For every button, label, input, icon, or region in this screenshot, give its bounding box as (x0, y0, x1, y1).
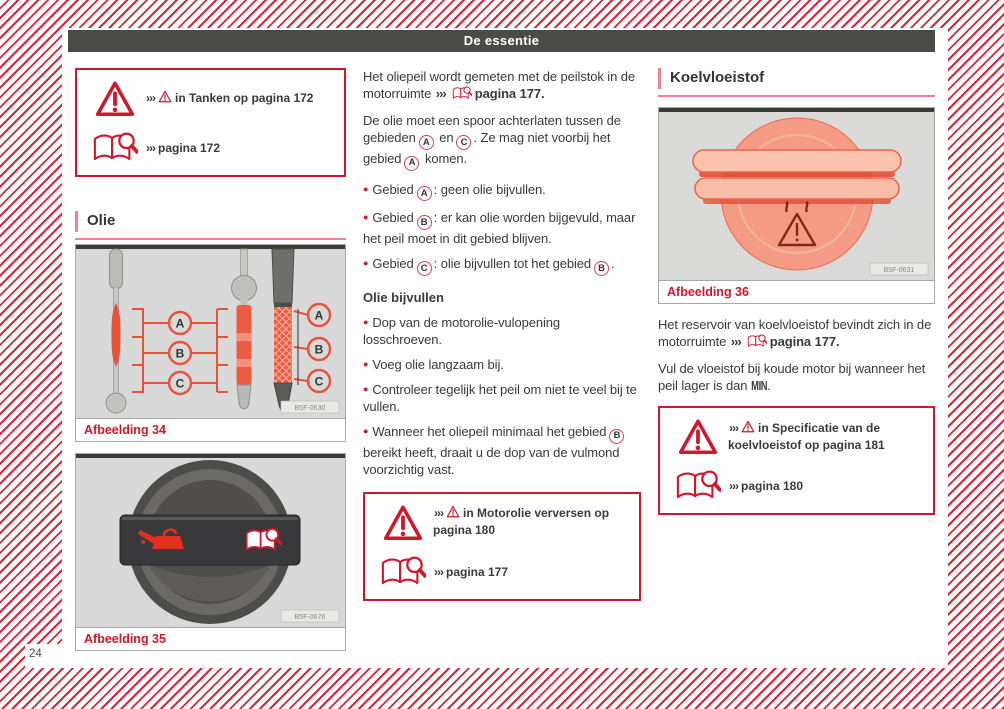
dipstick-illustration (76, 245, 345, 418)
coolant-cap-illustration (659, 108, 934, 280)
area-label-c: C (456, 135, 471, 150)
page-number: 24 (25, 644, 65, 668)
book-magnifier-icon (668, 469, 728, 504)
figure-35 (75, 453, 346, 651)
warning-text: ››› in Motorolie verversen op pagina 180 (433, 506, 610, 537)
left-column (75, 68, 346, 651)
page-title: De essentie (68, 30, 935, 52)
area-label-a: A (417, 186, 432, 201)
area-label-b: B (594, 261, 609, 276)
reference-text: ››› pagina 180 (729, 479, 804, 494)
figure-caption: Afbeelding 36 (659, 280, 934, 303)
figure-caption: Afbeelding 35 (76, 627, 345, 650)
svg-text:B5F-0676: B5F-0676 (294, 614, 326, 621)
bullet-tighten-cap: ● Wanneer het oliepeil minimaal het gebied B bereikt heeft, draait u de dop van de vulmond voorzichtig vast. (363, 423, 641, 478)
svg-text:A: A (175, 316, 185, 331)
figure-36 (658, 107, 935, 304)
figure-caption: Afbeelding 34 (76, 418, 345, 441)
figure-watermark (281, 610, 339, 622)
svg-text:C: C (314, 374, 324, 389)
area-label-a: A (419, 135, 434, 150)
bullet-check-level: ● Controleer tegelijk het peil om niet te veel bij te vullen. (363, 381, 637, 414)
svg-text:B5F-0630: B5F-0630 (294, 405, 326, 412)
figure-watermark (870, 263, 928, 275)
bullet-area-a: ● Gebied A : geen olie bijvullen. (363, 181, 641, 202)
bullet-add-oil: ● Voeg olie langzaam bij. (363, 356, 504, 372)
reference-text: ››› pagina 177 (434, 564, 509, 579)
book-magnifier-icon (373, 555, 433, 590)
warning-box-koelvloeistof (658, 406, 935, 515)
reference-row (373, 555, 631, 590)
area-label-b: B (417, 215, 432, 230)
right-column (658, 68, 935, 515)
warning-triangle-small-icon (741, 420, 755, 433)
warning-triangle-small-icon (446, 505, 460, 518)
warning-triangle-icon (668, 417, 728, 456)
bullet-unscrew-cap: ● Dop van de motorolie-vulopening losschroeven. (363, 314, 561, 347)
warning-text: ››› in Specificatie van de koelvloeistof op pagina 181 (728, 420, 885, 452)
paragraph-coolant-reservoir: Het reservoir van koelvloeistof bevindt zich in de motorruimte ››› pagina 177. (658, 317, 932, 349)
area-label-b: B (609, 429, 624, 444)
area-labels-right (308, 304, 330, 392)
paragraph-coolant-fill: Vul de vloeistof bij koude motor bij wanneer het peil lager is dan MIN. (658, 361, 926, 393)
svg-text:B5F-0631: B5F-0631 (883, 267, 915, 274)
warning-row (668, 417, 925, 456)
figure-34 (75, 244, 346, 442)
bullet-area-b: ● Gebied B : er kan olie worden bijgevuld, maar het peil moet in dit gebied blijven. (363, 210, 636, 246)
section-title-olie: Olie (75, 211, 346, 240)
warning-row (373, 503, 631, 542)
area-labels-left (169, 312, 191, 394)
svg-text:C: C (175, 376, 185, 391)
min-marking: MIN (751, 378, 768, 393)
svg-text:A: A (314, 308, 324, 323)
svg-text:B: B (314, 342, 324, 357)
subheading-olie-bijvullen: Olie bijvullen (363, 289, 444, 305)
page-content (62, 28, 948, 668)
book-reference-icon (747, 334, 767, 349)
middle-column (363, 68, 641, 601)
reference-row (668, 469, 925, 504)
bullet-area-c: ● Gebied C : olie bijvullen tot het gebied B . (363, 255, 641, 276)
warning-triangle-icon (85, 79, 145, 118)
paragraph-oil-level: Het oliepeil wordt gemeten met de peilstok in de motorruimte ››› pagina 177. (363, 69, 635, 101)
book-magnifier-icon (85, 131, 145, 166)
warning-text: ››› in Tanken op pagina 172 (146, 91, 314, 106)
area-label-a: A (404, 156, 419, 171)
oil-cap-illustration (76, 454, 345, 627)
warning-row (85, 79, 336, 118)
warning-box-motorolie (363, 492, 641, 601)
area-label-c: C (417, 261, 432, 276)
paragraph-oil-trace: De olie moet een spoor achterlaten tussen de gebieden A en C . Ze mag niet voorbij het gebied A komen. (363, 112, 641, 171)
warning-box-tanken (75, 68, 346, 177)
warning-triangle-small-icon (158, 90, 172, 103)
svg-text:B: B (175, 346, 185, 361)
warning-triangle-icon (373, 503, 433, 542)
book-reference-icon (452, 86, 472, 101)
section-title-koelvloeistof: Koelvloeistof (658, 68, 935, 97)
figure-watermark (281, 401, 339, 413)
reference-text: ››› pagina 172 (146, 141, 221, 156)
reference-row (85, 131, 336, 166)
